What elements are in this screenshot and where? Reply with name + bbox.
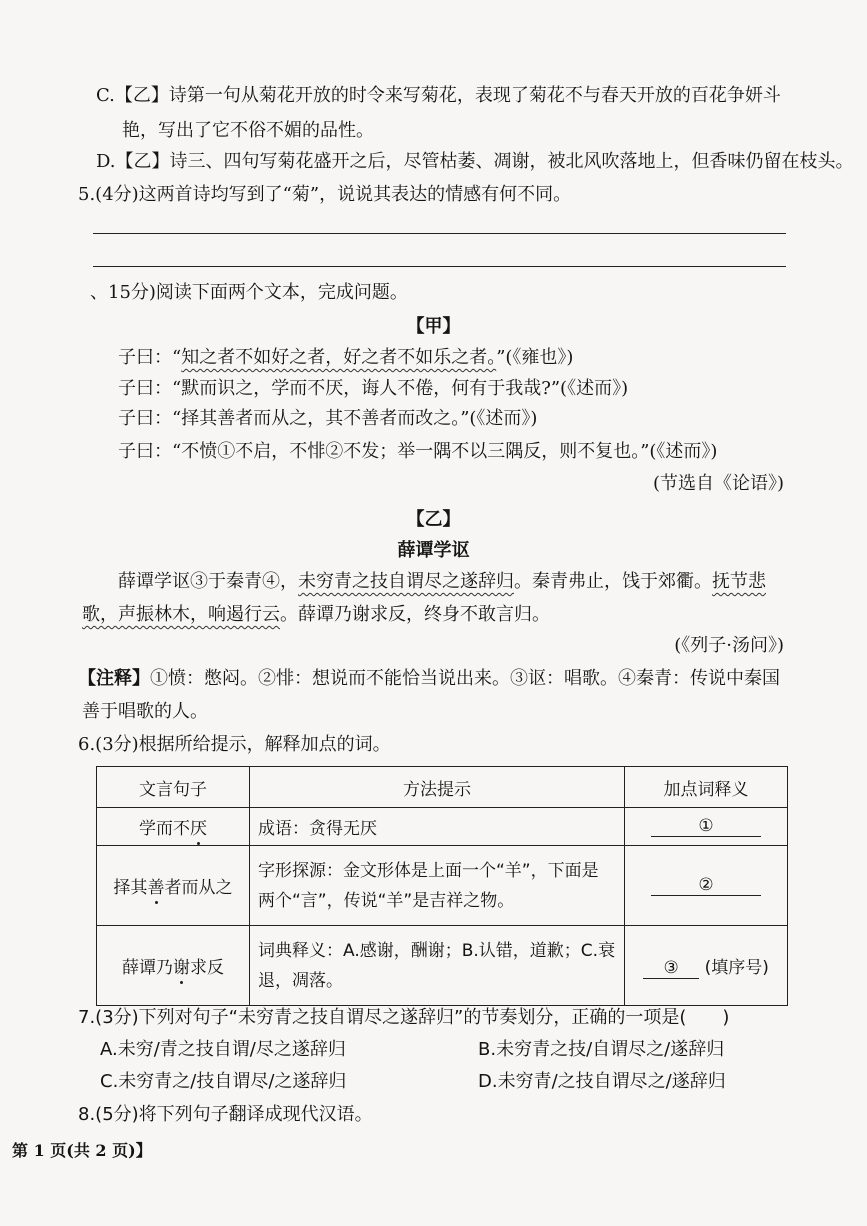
- dotted-char: 善: [147, 878, 165, 898]
- jia-line-2: 子曰：“默而识之，学而不厌，诲人不倦，何有于我哉?”(《述而》): [118, 378, 629, 399]
- q6-table: [96, 766, 788, 1006]
- table-row: [97, 846, 788, 926]
- col-header-answer: 加点词释义: [625, 767, 788, 808]
- jia-line-4: 子曰：“不愤①不启，不悱②不发；举一隅不以三隅反，则不复也。”(《述而》): [118, 441, 718, 462]
- yi-line-2: 歌，声振林木，响遏行云。薛谭乃谢求反，终身不敢言归。: [82, 604, 550, 625]
- question-8: 8.(5分)将下列句子翻译成现代汉语。: [78, 1104, 373, 1125]
- col-header-sentence: 文言句子: [97, 767, 250, 808]
- row2-sentence: 择其善者而从之: [97, 846, 250, 926]
- question-7: 7.(3分)下列对句子“未穷青之技自谓尽之遂辞归”的节奏划分，正确的一项是( ): [78, 1007, 730, 1028]
- dotted-char: 谢: [173, 958, 190, 978]
- question-6: 6.(3分)根据所给提示，解释加点的词。: [78, 734, 391, 755]
- answer-line-1: [93, 233, 786, 234]
- q7-option-b: B.未穷青之技/自谓尽之/遂辞归: [478, 1039, 725, 1060]
- page-footer: 第 1 页(共 2 页)】: [12, 1141, 152, 1160]
- notes-label: 【注释】: [78, 668, 150, 689]
- row2-answer-blank[interactable]: ②: [625, 846, 788, 926]
- row1-answer-blank[interactable]: ①: [625, 808, 788, 846]
- table-row: [97, 926, 788, 1006]
- yi-title: 【乙】: [406, 509, 461, 530]
- table-row: [97, 808, 788, 846]
- notes-line-1: 【注释】①愤：憋闷。②悱：想说而不能恰当说出来。③讴：唱歌。④秦青：传说中秦国: [78, 668, 780, 689]
- section-intro: 、15分)阅读下面两个文本，完成问题。: [90, 282, 408, 303]
- option-d: D.【乙】诗三、四句写菊花盛开之后，尽管枯萎、凋谢，被北风吹落地上，但香味仍留在枝头。: [96, 151, 854, 172]
- dotted-char: 厌: [190, 819, 207, 839]
- jia-title: 【甲】: [406, 316, 461, 337]
- option-c-line2: 艳，写出了它不俗不媚的品性。: [122, 120, 374, 141]
- q7-option-a: A.未穷/青之技自谓/尽之遂辞归: [100, 1039, 346, 1060]
- q7-option-c: C.未穷青之/技自谓尽/之遂辞归: [100, 1071, 347, 1092]
- col-header-hint: 方法提示: [250, 767, 625, 808]
- row1-hint: 成语：贪得无厌: [250, 808, 625, 846]
- jia-source: (节选自《论语》): [652, 473, 784, 494]
- row3-hint: 词典释义：A.感谢，酬谢；B.认错，道歉；C.衰 退，凋落。: [250, 926, 625, 1006]
- row2-hint: 字形探源：金文形体是上面一个“羊”，下面是 两个“言”，传说“羊”是吉祥之物。: [250, 846, 625, 926]
- option-c-line1: C.【乙】诗第一句从菊花开放的时令来写菊花，表现了菊花不与春天开放的百花争妍斗: [96, 85, 781, 106]
- jia-line-3: 子曰：“择其善者而从之，其不善者而改之。”(《述而》): [118, 408, 538, 429]
- row3-answer-blank[interactable]: ③ (填序号): [625, 926, 788, 1006]
- question-5: 5.(4分)这两首诗均写到了“菊”，说说其表达的情感有何不同。: [78, 184, 572, 205]
- jia-line-1: 子曰：“知之者不如好之者，好之者不如乐之者。”(《雍也》): [118, 347, 574, 368]
- row3-sentence: 薛谭乃谢求反: [97, 926, 250, 1006]
- notes-line-2: 善于唱歌的人。: [82, 701, 208, 722]
- yi-line-1: 薛谭学讴③于秦青④，未穷青之技自谓尽之遂辞归。秦青弗止，饯于郊衢。抚节悲: [118, 571, 766, 592]
- yi-source: (《列子·汤问》): [674, 635, 784, 656]
- q7-option-d: D.未穷青/之技自谓尽之/遂辞归: [478, 1071, 726, 1092]
- answer-line-2: [93, 266, 786, 267]
- row1-sentence: 学而不厌: [97, 808, 250, 846]
- yi-heading: 薛谭学讴: [397, 540, 470, 561]
